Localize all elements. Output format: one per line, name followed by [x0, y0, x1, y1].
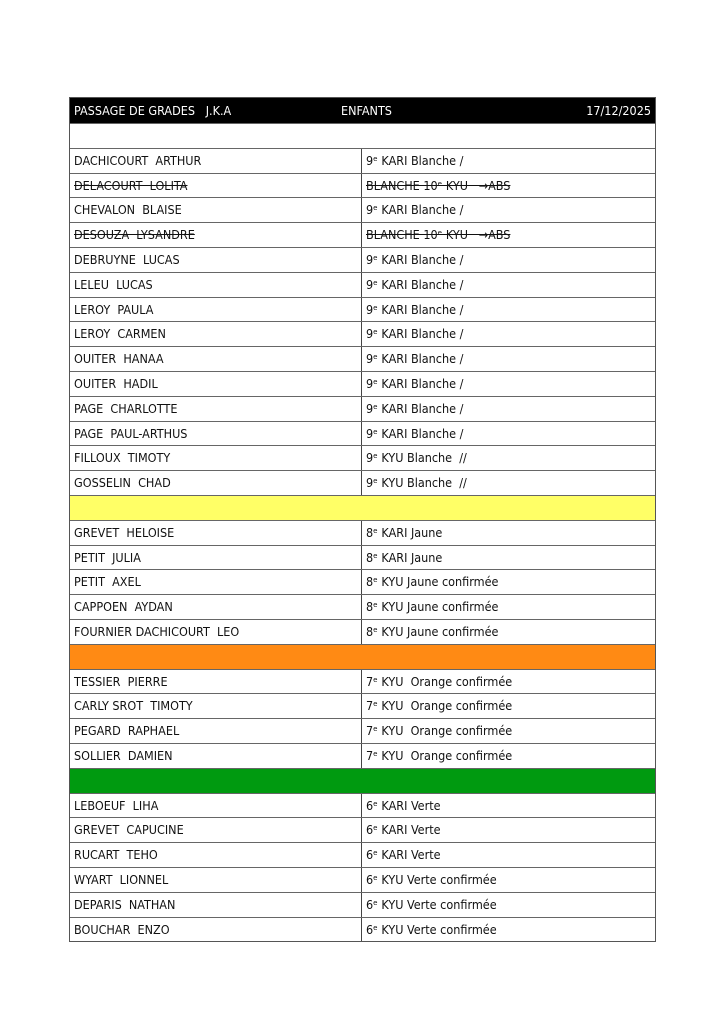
table-row	[70, 222, 655, 247]
yellow-separator-row	[70, 495, 655, 520]
table-row	[70, 867, 655, 892]
grade: 6ᵉ KYU Verte confirmée	[366, 921, 497, 937]
table-row	[70, 297, 655, 322]
student-name: SOLLIER DAMIEN	[70, 744, 362, 768]
table-row	[70, 272, 655, 297]
grade: 9ᵉ KARI Blanche /	[366, 251, 464, 267]
student-name: GOSSELIN CHAD	[70, 471, 362, 495]
grade: 7ᵉ KYU Orange confirmée	[366, 698, 513, 714]
table-row	[70, 669, 655, 694]
table-row	[70, 321, 655, 346]
table-row	[70, 545, 655, 570]
student-name: OUITER HADIL	[70, 372, 362, 396]
table-header	[70, 98, 655, 123]
table-row	[70, 619, 655, 644]
document-title: PASSAGE DE GRADES J.K.A	[74, 103, 232, 118]
student-name: PEGARD RAPHAEL	[70, 719, 362, 743]
grade: 7ᵉ KYU Orange confirmée	[366, 673, 513, 689]
student-name: LELEU LUCAS	[70, 273, 362, 297]
grade: 9ᵉ KARI Blanche /	[366, 425, 464, 441]
table-row	[70, 247, 655, 272]
student-name: DEBRUYNE LUCAS	[70, 248, 362, 272]
student-name: DELACOURT LOLITA	[70, 174, 362, 198]
table-row	[70, 520, 655, 545]
student-name: BOUCHAR ENZO	[70, 918, 362, 942]
student-name: LEBOEUF LIHA	[70, 794, 362, 818]
student-name: DACHICOURT ARTHUR	[70, 149, 362, 173]
table-row	[70, 842, 655, 867]
student-name: FOURNIER DACHICOURT LEO	[70, 620, 362, 644]
grade: 6ᵉ KARI Verte	[366, 797, 441, 813]
grade: BLANCHE 10ᵉ KYU →ABS	[366, 177, 511, 193]
student-name: GREVET HELOISE	[70, 521, 362, 545]
student-name: PETIT AXEL	[70, 570, 362, 594]
student-name: OUITER HANAA	[70, 347, 362, 371]
grade: 8ᵉ KARI Jaune	[366, 549, 443, 565]
student-name: CARLY SROT TIMOTY	[70, 694, 362, 718]
grade: 6ᵉ KARI Verte	[366, 847, 441, 863]
student-name: GREVET CAPUCINE	[70, 818, 362, 842]
grade: 6ᵉ KARI Verte	[366, 822, 441, 838]
grade: 9ᵉ KARI Blanche /	[366, 326, 464, 342]
table-row	[70, 197, 655, 222]
student-name: CHEVALON BLAISE	[70, 198, 362, 222]
student-name: PETIT JULIA	[70, 546, 362, 570]
grade: 9ᵉ KARI Blanche /	[366, 351, 464, 367]
grade: 9ᵉ KARI Blanche /	[366, 375, 464, 391]
table-row	[70, 793, 655, 818]
student-name: TESSIER PIERRE	[70, 670, 362, 694]
grade: 9ᵉ KARI Blanche /	[366, 276, 464, 292]
grade: 8ᵉ KYU Jaune confirmée	[366, 574, 499, 590]
table-row	[70, 421, 655, 446]
table-row	[70, 892, 655, 917]
student-name: CAPPOEN AYDAN	[70, 595, 362, 619]
grade: 7ᵉ KYU Orange confirmée	[366, 747, 513, 763]
student-name: DESOUZA LYSANDRE	[70, 223, 362, 247]
grade: 9ᵉ KYU Blanche //	[366, 450, 467, 466]
grade: 9ᵉ KARI Blanche /	[366, 301, 464, 317]
table-row	[70, 445, 655, 470]
table-row	[70, 569, 655, 594]
table-row	[70, 594, 655, 619]
table-row	[70, 148, 655, 173]
grade: BLANCHE 10ᵉ KYU →ABS	[366, 227, 511, 243]
grade: 9ᵉ KARI Blanche /	[366, 152, 464, 168]
grades-table	[69, 97, 656, 942]
grade: 8ᵉ KYU Jaune confirmée	[366, 599, 499, 615]
grade: 6ᵉ KYU Verte confirmée	[366, 896, 497, 912]
grade: 8ᵉ KARI Jaune	[366, 524, 443, 540]
orange-separator-row	[70, 644, 655, 669]
table-row	[70, 396, 655, 421]
student-name: DEPARIS NATHAN	[70, 893, 362, 917]
table-row	[70, 917, 655, 942]
table-row	[70, 371, 655, 396]
student-name: PAGE PAUL-ARTHUS	[70, 422, 362, 446]
table-row	[70, 817, 655, 842]
table-row	[70, 718, 655, 743]
table-body	[70, 123, 655, 941]
date-label: 17/12/2025	[586, 103, 651, 118]
student-name: FILLOUX TIMOTY	[70, 446, 362, 470]
grade: 9ᵉ KYU Blanche //	[366, 475, 467, 491]
student-name: PAGE CHARLOTTE	[70, 397, 362, 421]
grade: 9ᵉ KARI Blanche /	[366, 202, 464, 218]
table-row	[70, 173, 655, 198]
table-row	[70, 693, 655, 718]
grade: 9ᵉ KARI Blanche /	[366, 400, 464, 416]
grade: 8ᵉ KYU Jaune confirmée	[366, 623, 499, 639]
table-row	[70, 743, 655, 768]
blank-row	[70, 123, 655, 148]
table-row	[70, 470, 655, 495]
student-name: RUCART TEHO	[70, 843, 362, 867]
table-row	[70, 346, 655, 371]
grade: 7ᵉ KYU Orange confirmée	[366, 723, 513, 739]
student-name: LEROY PAULA	[70, 298, 362, 322]
category-label: ENFANTS	[341, 103, 392, 118]
student-name: WYART LIONNEL	[70, 868, 362, 892]
student-name: LEROY CARMEN	[70, 322, 362, 346]
green-separator-row	[70, 768, 655, 793]
grade: 6ᵉ KYU Verte confirmée	[366, 871, 497, 887]
